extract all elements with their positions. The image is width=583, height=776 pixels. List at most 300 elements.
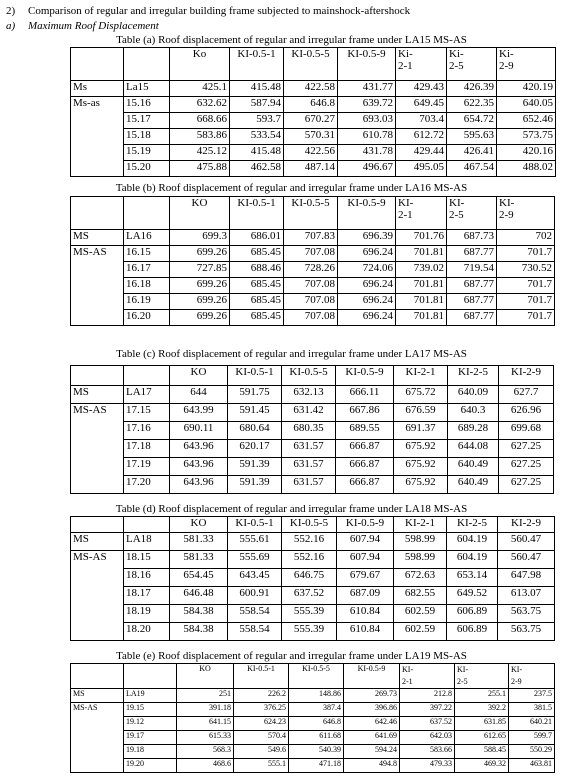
displacement-value: 642.03 [400,731,455,745]
displacement-value: 640.3 [448,404,499,422]
column-header: KI-2-9 [498,517,555,533]
displacement-value: 699.26 [170,278,230,294]
table-row [71,246,555,262]
displacement-value: 652.46 [497,113,556,129]
displacement-value: 675.92 [394,458,448,476]
displacement-value: 593.7 [230,113,284,129]
displacement-value: 591.45 [228,404,282,422]
table-row [71,587,555,605]
displacement-value: 640.49 [448,458,499,476]
row-group-label [71,440,124,458]
displacement-value: 696.39 [338,230,396,246]
displacement-value: 643.96 [170,440,228,458]
displacement-value: 639.72 [338,97,396,113]
displacement-value: 573.75 [497,129,556,145]
displacement-value: 626.96 [499,404,554,422]
displacement-value: 570.4 [234,731,289,745]
row-group-label [71,759,124,773]
displacement-value: 550.29 [509,745,555,759]
table-row [71,476,554,494]
displacement-value: 701.76 [396,230,447,246]
record-label: 18.16 [124,569,170,587]
displacement-value: 666.87 [336,440,394,458]
record-label: 17.16 [124,422,170,440]
column-header: KI- 2-1 [400,664,455,689]
record-label: 18.17 [124,587,170,605]
displacement-value: 415.48 [230,81,284,97]
table-row [71,113,556,129]
displacement-value: 591.39 [228,476,282,494]
displacement-value: 687.77 [447,310,497,326]
displacement-value: 685.45 [230,246,284,262]
column-header: KI-0.5-1 [234,664,289,689]
displacement-value: 584.38 [170,623,228,641]
displacement-value: 670.27 [284,113,338,129]
displacement-value: 641.15 [177,717,234,731]
record-label: 17.20 [124,476,170,494]
displacement-value: 643.96 [170,458,228,476]
table-row [71,759,555,773]
displacement-value: 555.69 [228,551,282,569]
displacement-value: 724.06 [338,262,396,278]
displacement-value: 685.45 [230,278,284,294]
displacement-value: 552.16 [282,533,337,551]
column-header [71,664,124,689]
displacement-value: 702 [497,230,555,246]
table-row [71,440,554,458]
displacement-value: 269.73 [344,689,400,703]
row-group-label [71,587,124,605]
record-label: 18.15 [124,551,170,569]
displacement-value: 610.84 [337,623,394,641]
displacement-value: 707.08 [284,278,338,294]
column-header: KI-0.5-9 [337,517,394,533]
record-label: 18.19 [124,605,170,623]
displacement-value: 431.77 [338,81,396,97]
row-group-label: Ms [71,81,124,97]
displacement-value: 581.33 [170,551,228,569]
displacement-value: 622.35 [447,97,497,113]
table-row [71,97,556,113]
displacement-value: 148.86 [289,689,344,703]
table-caption: Table (c) Roof displacement of regular and irregular frame under LA17 MS-AS [116,348,467,360]
displacement-value: 631.42 [282,404,336,422]
column-header [124,664,177,689]
record-label: LA17 [124,386,170,404]
displacement-value: 646.75 [282,569,337,587]
row-group-label [71,731,124,745]
record-label: 15.16 [124,97,170,113]
displacement-value: 558.54 [228,605,282,623]
subsection-number: a) [6,20,16,32]
column-header: KI-2-5 [447,517,498,533]
displacement-value: 555.39 [282,605,337,623]
displacement-value: 237.5 [509,689,555,703]
displacement-value: 583.86 [170,129,230,145]
displacement-value: 558.54 [228,623,282,641]
displacement-value: 644.08 [448,440,499,458]
displacement-value: 570.31 [284,129,338,145]
displacement-value: 599.7 [509,731,555,745]
displacement-table [70,196,555,326]
displacement-value: 615.33 [177,731,234,745]
row-group-label [71,458,124,476]
displacement-value: 701.81 [396,278,447,294]
displacement-value: 666.87 [336,458,394,476]
displacement-value: 610.84 [337,605,394,623]
displacement-value: 646.8 [284,97,338,113]
displacement-value: 555.61 [228,533,282,551]
displacement-value: 396.86 [344,703,400,717]
record-label: 15.18 [124,129,170,145]
table-row [71,703,555,717]
column-header: Ki- 2-5 [447,48,497,81]
displacement-value: 643.96 [170,476,228,494]
displacement-value: 462.58 [230,161,284,177]
displacement-value: 685.45 [230,294,284,310]
row-group-label [71,717,124,731]
column-header: KI-0.5-9 [344,664,400,689]
displacement-value: 426.39 [447,81,497,97]
displacement-value: 730.52 [497,262,555,278]
displacement-value: 594.24 [344,745,400,759]
displacement-value: 568.3 [177,745,234,759]
displacement-value: 611.68 [289,731,344,745]
row-group-label: MS [71,533,124,551]
displacement-value: 415.48 [230,145,284,161]
displacement-value: 685.45 [230,310,284,326]
column-header: KI-0.5-1 [228,366,282,386]
displacement-value: 701.7 [497,246,555,262]
displacement-value: 727.85 [170,262,230,278]
column-header: KI- 2-1 [396,197,447,230]
displacement-value: 425.12 [170,145,230,161]
column-header: KO [170,517,228,533]
displacement-value: 251 [177,689,234,703]
displacement-value: 431.78 [338,145,396,161]
record-label: 16.19 [124,294,170,310]
record-label: 16.18 [124,278,170,294]
displacement-value: 701.81 [396,246,447,262]
column-header: KI-0.5-9 [336,366,394,386]
displacement-value: 584.38 [170,605,228,623]
record-label: 17.18 [124,440,170,458]
displacement-value: 719.54 [447,262,497,278]
table-row [71,262,555,278]
displacement-value: 690.11 [170,422,228,440]
displacement-value: 583.66 [400,745,455,759]
table-row [71,422,554,440]
record-label: LA19 [124,689,177,703]
displacement-value: 640.21 [509,717,555,731]
section-heading [6,5,410,17]
table-caption: Table (a) Roof displacement of regular and irregular frame under LA15 MS-AS [116,34,467,46]
displacement-value: 469.32 [455,759,509,773]
record-label: 19.15 [124,703,177,717]
column-header [71,48,124,81]
row-group-label: MS-AS [71,404,124,422]
column-header: KI-0.5-9 [338,48,396,81]
displacement-value: 696.24 [338,246,396,262]
displacement-value: 686.01 [230,230,284,246]
displacement-value: 467.54 [447,161,497,177]
displacement-value: 703.4 [396,113,447,129]
table-caption: Table (d) Roof displacement of regular and irregular frame under LA18 MS-AS [115,503,468,515]
displacement-value: 699.26 [170,294,230,310]
displacement-value: 687.77 [447,294,497,310]
record-label: LA18 [124,533,170,551]
row-group-label: MS-AS [71,246,124,262]
displacement-value: 588.45 [455,745,509,759]
displacement-value: 560.47 [498,533,555,551]
displacement-value: 675.92 [394,440,448,458]
column-header: KI- 2-9 [497,197,555,230]
displacement-value: 376.25 [234,703,289,717]
row-group-label [71,129,124,145]
column-header: KO [170,366,228,386]
displacement-value: 555.39 [282,623,337,641]
displacement-table [70,516,555,641]
table-row [71,458,554,476]
table-row [71,717,555,731]
displacement-value: 675.92 [394,476,448,494]
displacement-value: 632.62 [170,97,230,113]
displacement-value: 643.99 [170,404,228,422]
displacement-value: 632.13 [282,386,336,404]
displacement-value: 691.37 [394,422,448,440]
table-row [71,81,556,97]
row-group-label [71,605,124,623]
column-header: KI-2-1 [394,366,448,386]
displacement-value: 425.1 [170,81,230,97]
column-header: KI-2-5 [448,366,499,386]
displacement-value: 687.77 [447,278,497,294]
displacement-value: 642.46 [344,717,400,731]
displacement-value: 696.24 [338,310,396,326]
displacement-value: 707.08 [284,310,338,326]
displacement-value: 563.75 [498,623,555,641]
column-header: Ki- 2-1 [396,48,447,81]
displacement-value: 637.52 [400,717,455,731]
displacement-value: 212.8 [400,689,455,703]
displacement-value: 699.68 [499,422,554,440]
row-group-label [71,422,124,440]
displacement-value: 591.39 [228,458,282,476]
table-row [71,230,555,246]
table-row [71,533,555,551]
displacement-value: 680.64 [228,422,282,440]
column-header [71,197,124,230]
displacement-value: 387.4 [289,703,344,717]
displacement-table [70,663,555,773]
displacement-value: 672.63 [394,569,447,587]
row-group-label: Ms-as [71,97,124,113]
row-group-label [71,310,124,326]
record-label: 16.20 [124,310,170,326]
displacement-value: 463.81 [509,759,555,773]
displacement-value: 627.25 [499,476,554,494]
displacement-value: 620.17 [228,440,282,458]
displacement-value: 699.3 [170,230,230,246]
column-header: KO [177,664,234,689]
displacement-value: 560.47 [498,551,555,569]
record-label: 15.19 [124,145,170,161]
displacement-value: 496.67 [338,161,396,177]
displacement-value: 646.48 [170,587,228,605]
displacement-value: 226.2 [234,689,289,703]
displacement-value: 693.03 [338,113,396,129]
table-row [71,605,555,623]
column-header: KI-2-1 [394,517,447,533]
displacement-value: 475.88 [170,161,230,177]
record-label: 15.17 [124,113,170,129]
subsection-heading [6,20,159,32]
row-group-label [71,145,124,161]
section-number: 2) [6,5,16,17]
displacement-value: 654.45 [170,569,228,587]
row-group-label [71,623,124,641]
table-row [71,278,555,294]
displacement-value: 688.46 [230,262,284,278]
displacement-value: 391.18 [177,703,234,717]
displacement-value: 680.35 [282,422,336,440]
displacement-value: 587.94 [230,97,284,113]
displacement-value: 613.07 [498,587,555,605]
displacement-value: 600.91 [228,587,282,605]
row-group-label [71,745,124,759]
displacement-value: 631.57 [282,440,336,458]
displacement-value: 701.81 [396,310,447,326]
displacement-value: 646.8 [289,717,344,731]
displacement-value: 627.25 [499,458,554,476]
displacement-value: 612.72 [396,129,447,145]
displacement-value: 687.77 [447,246,497,262]
displacement-value: 631.57 [282,476,336,494]
row-group-label [71,262,124,278]
displacement-value: 381.5 [509,703,555,717]
record-label: LA16 [124,230,170,246]
displacement-value: 701.81 [396,294,447,310]
column-header: Ki- 2-9 [497,48,556,81]
displacement-value: 624.23 [234,717,289,731]
table-row [71,386,554,404]
displacement-value: 676.59 [394,404,448,422]
displacement-value: 604.19 [447,533,498,551]
column-header: KI-0.5-9 [338,197,396,230]
row-group-label: MS [71,230,124,246]
displacement-value: 468.6 [177,759,234,773]
displacement-value: 607.94 [337,551,394,569]
displacement-value: 653.14 [447,569,498,587]
record-label: 19.18 [124,745,177,759]
column-header [124,366,170,386]
record-label: 16.15 [124,246,170,262]
displacement-value: 422.58 [284,81,338,97]
displacement-value: 555.1 [234,759,289,773]
displacement-value: 426.41 [447,145,497,161]
displacement-value: 598.99 [394,533,447,551]
displacement-value: 627.7 [499,386,554,404]
displacement-value: 631.57 [282,458,336,476]
displacement-value: 739.02 [396,262,447,278]
displacement-value: 422.56 [284,145,338,161]
row-group-label: MS-AS [71,551,124,569]
displacement-value: 667.86 [336,404,394,422]
table-row [71,689,555,703]
table-row [71,145,556,161]
column-header: KI- 2-5 [447,197,497,230]
displacement-value: 563.75 [498,605,555,623]
displacement-value: 397.22 [400,703,455,717]
column-header [124,197,170,230]
displacement-value: 552.16 [282,551,337,569]
displacement-value: 533.54 [230,129,284,145]
record-label: 17.19 [124,458,170,476]
column-header: KI-0.5-5 [289,664,344,689]
displacement-value: 540.39 [289,745,344,759]
column-header: KI- 2-9 [509,664,555,689]
displacement-value: 488.02 [497,161,556,177]
table-header-row [71,664,555,689]
displacement-value: 612.65 [455,731,509,745]
table-row [71,129,556,145]
displacement-value: 595.63 [447,129,497,145]
displacement-value: 682.55 [394,587,447,605]
displacement-value: 687.09 [337,587,394,605]
row-group-label: MS [71,689,124,703]
displacement-value: 668.66 [170,113,230,129]
record-label: 17.15 [124,404,170,422]
displacement-value: 666.87 [336,476,394,494]
displacement-value: 649.45 [396,97,447,113]
displacement-value: 640.49 [448,476,499,494]
table-header-row [71,517,555,533]
record-label: 19.12 [124,717,177,731]
displacement-value: 666.11 [336,386,394,404]
column-header [124,517,170,533]
displacement-value: 696.24 [338,278,396,294]
row-group-label [71,294,124,310]
displacement-value: 637.52 [282,587,337,605]
table-header-row [71,366,554,386]
displacement-value: 581.33 [170,533,228,551]
table-row [71,731,555,745]
displacement-value: 429.43 [396,81,447,97]
displacement-value: 701.7 [497,278,555,294]
table-row [71,623,555,641]
row-group-label [71,161,124,177]
displacement-value: 631.85 [455,717,509,731]
displacement-value: 495.05 [396,161,447,177]
row-group-label [71,113,124,129]
displacement-value: 420.19 [497,81,556,97]
column-header [71,517,124,533]
displacement-value: 707.08 [284,294,338,310]
table-caption: Table (b) Roof displacement of regular and irregular frame under LA16 MS-AS [115,182,468,194]
displacement-value: 654.72 [447,113,497,129]
displacement-value: 675.72 [394,386,448,404]
displacement-value: 627.25 [499,440,554,458]
row-group-label [71,569,124,587]
column-header: Ko [170,48,230,81]
column-header [71,366,124,386]
column-header [124,48,170,81]
column-header: KI- 2-5 [455,664,509,689]
displacement-value: 679.67 [337,569,394,587]
displacement-value: 689.28 [448,422,499,440]
displacement-value: 687.73 [447,230,497,246]
table-header-row [71,197,555,230]
